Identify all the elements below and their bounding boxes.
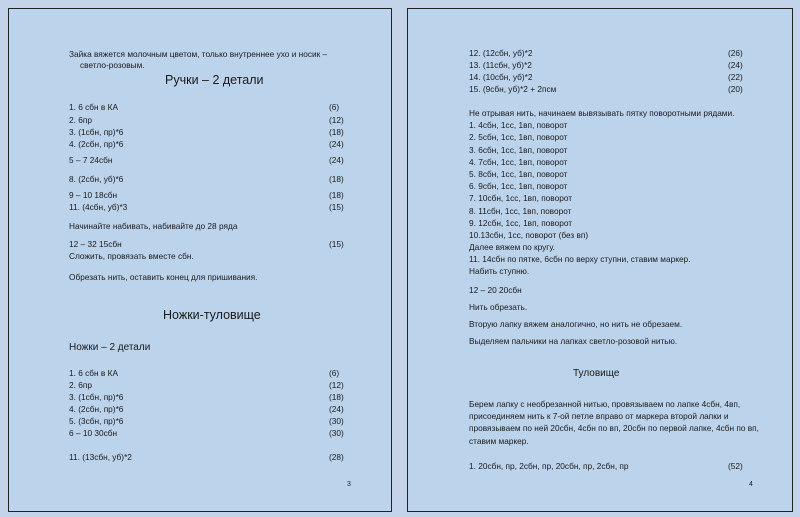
pattern-row: 3. (1сбн, пр)*6 <box>69 127 124 137</box>
circle-note: Далее вяжем по кругу. <box>469 242 555 252</box>
heel-row: 10.13сбн, 1сс, поворот (без вп) <box>469 230 589 240</box>
stitch-count: (24) <box>329 404 344 414</box>
legs-title: Ножки-туловище <box>163 308 261 322</box>
heel-row: 7. 10сбн, 1сс, 1вп, поворот <box>469 193 573 203</box>
page-number: 3 <box>347 481 351 488</box>
stitch-count: (18) <box>329 127 344 137</box>
page-3 <box>8 8 392 512</box>
pattern-row: 6 – 10 30сбн <box>69 428 118 438</box>
intro-line-2: светло-розовым. <box>80 60 145 70</box>
stitch-count: (28) <box>329 452 344 462</box>
stitch-count: (26) <box>728 48 743 58</box>
pattern-row: 11. (13сбн, уб)*2 <box>69 452 132 462</box>
stitch-count: (15) <box>329 202 344 212</box>
stitch-count: (18) <box>329 392 344 402</box>
pattern-row: 4. (2сбн, пр)*6 <box>69 139 124 149</box>
heel-row: 8. 11сбн, 1сс, 1вп, поворот <box>469 206 572 216</box>
heel-row: 2. 5сбн, 1сс, 1вп, поворот <box>469 132 568 142</box>
stitch-count: (22) <box>728 72 743 82</box>
heel-row: 4. 7сбн, 1сс, 1вп, поворот <box>469 157 568 167</box>
stitch-count: (15) <box>329 239 344 249</box>
pattern-row: 1. 6 сбн в КА <box>69 102 119 112</box>
pattern-row: 1. 6 сбн в КА <box>69 368 119 378</box>
page-4 <box>407 8 793 512</box>
pattern-row: 2. 6пр <box>69 380 92 390</box>
pattern-row: 13. (11сбн, уб)*2 <box>469 60 532 70</box>
body-title: Туловище <box>573 368 620 379</box>
pattern-row: 12 – 32 15сбн <box>69 239 122 249</box>
pattern-row: 3. (1сбн, пр)*6 <box>69 392 124 402</box>
intro-line-1: Зайка вяжется молочным цветом, только внутреннее ухо и носик – <box>69 49 328 59</box>
pattern-row: 8. (2сбн, уб)*6 <box>69 174 124 184</box>
pattern-row: 15. (9сбн, уб)*2 + 2псм <box>469 84 557 94</box>
cut-note: Нить обрезать. <box>469 302 528 312</box>
pattern-row: 14. (10сбн, уб)*2 <box>469 72 533 82</box>
handles-title: Ручки – 2 детали <box>165 73 264 87</box>
heel-row: 9. 12сбн, 1сс, 1вп, поворот <box>469 218 573 228</box>
stitch-count: (30) <box>329 416 344 426</box>
second-paw-note: Вторую лапку вяжем аналогично, но нить не обрезаем. <box>469 319 683 329</box>
stuff-foot-note: Набить ступню. <box>469 266 530 276</box>
pattern-row: 5. (3сбн, пр)*6 <box>69 416 124 426</box>
stuff-note: Начинайте набивать, набивайте до 28 ряда <box>69 221 238 231</box>
stitch-count: (24) <box>728 60 743 70</box>
pattern-row: 5 – 7 24сбн <box>69 155 113 165</box>
pattern-row: 1. 20сбн, пр, 2сбн, пр, 20сбн, пр, 2сбн, пр <box>469 461 629 471</box>
stitch-count: (30) <box>329 428 344 438</box>
stitch-count: (52) <box>728 461 743 471</box>
pattern-row: 2. 6пр <box>69 115 92 125</box>
fold-note: Сложить, провязать вместе сбн. <box>69 251 194 261</box>
stitch-count: (24) <box>329 155 344 165</box>
pattern-row: 11. (4сбн, уб)*3 <box>69 202 128 212</box>
row-12-20: 12 – 20 20сбн <box>469 285 522 295</box>
stitch-count: (18) <box>329 190 344 200</box>
heel-intro: Не отрывая нить, начинаем вывязывать пятку поворотными рядами. <box>469 108 735 118</box>
stitch-count: (6) <box>329 368 340 378</box>
legs-subtitle: Ножки – 2 детали <box>69 342 151 353</box>
pattern-row: 12. (12сбн, уб)*2 <box>469 48 533 58</box>
pattern-row: 4. (2сбн, пр)*6 <box>69 404 124 414</box>
heel-row: 5. 8сбн, 1сс, 1вп, поворот <box>469 169 568 179</box>
stitch-count: (18) <box>329 174 344 184</box>
heel-row: 6. 9сбн, 1сс, 1вп, поворот <box>469 181 568 191</box>
page-number: 4 <box>749 481 753 488</box>
heel-row: 1. 4сбн, 1сс, 1вп, поворот <box>469 120 568 130</box>
stitch-count: (12) <box>329 115 344 125</box>
stitch-count: (6) <box>329 102 340 112</box>
body-paragraph: Берем лапку с необрезанной нитью, провязываем по лапке 4сбн, 4вп, присоединяем нить к 7-ой петле вправо от маркера второй лапки и провязываем по ней 20сбн, 4сбн по вп, 20сбн по первой лапке, 4сбн по вп, ставим маркер. <box>469 399 759 446</box>
stitch-count: (20) <box>728 84 743 94</box>
pattern-row: 9 – 10 18сбн <box>69 190 118 200</box>
stitch-count: (24) <box>329 139 344 149</box>
toes-note: Выделяем пальчики на лапках светло-розовой нитью. <box>469 336 678 346</box>
cut-note: Обрезать нить, оставить конец для пришивания. <box>69 272 258 282</box>
row-11: 11. 14сбн по пятке, 6сбн по верху ступни, ставим маркер. <box>469 254 691 264</box>
heel-row: 3. 6сбн, 1сс, 1вп, поворот <box>469 145 568 155</box>
stitch-count: (12) <box>329 380 344 390</box>
